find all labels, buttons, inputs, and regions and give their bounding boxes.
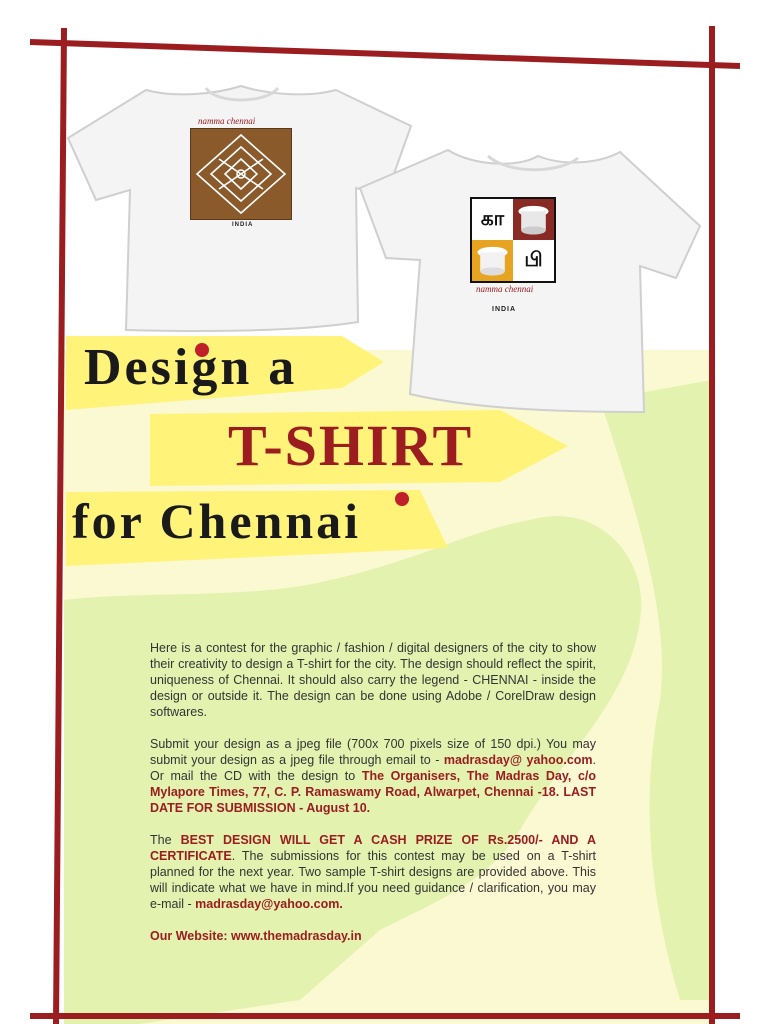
kaapi-glyph-pi: பி	[513, 240, 554, 281]
paragraph-prize	[150, 832, 596, 912]
submission-text: Submit your design as a jpeg file (700x 700 pixels size of 150 dpi.) You may submit your design as a jpeg file through email to -	[150, 737, 596, 767]
red-dot-2	[395, 492, 409, 506]
contact-email-link[interactable]: madrasday@yahoo.com.	[195, 897, 343, 911]
frame-left	[56, 28, 64, 1024]
website-link[interactable]: Our Website: www.themadrasday.in	[150, 929, 362, 943]
paragraph-intro: Here is a contest for the graphic / fashion / digital designers of the city to show their creativity to design a T-shirt for the city. The design should reflect the spirit, uniqueness of Chennai. It should also carry the legend - CHENNAI - inside the design or outside it. The design can be done using Adobe / CorelDraw design softwares.	[150, 641, 596, 719]
headline-line-3: for Chennai	[72, 493, 362, 549]
contest-description	[150, 640, 596, 960]
filter-coffee-icon-bottom	[472, 240, 513, 281]
tshirt-right-brand: namma chennai	[476, 284, 534, 294]
filter-coffee-icon-top	[513, 199, 554, 240]
headline-line-2: T-SHIRT	[228, 413, 474, 478]
frame-top	[30, 42, 740, 66]
paragraph-submission	[150, 736, 596, 816]
mailing-address: The Organisers, The Madras Day, c/o Mylapore Times, 77, C. P. Ramaswamy Road, Alwarpet, Chennai -18. LAST DATE FOR SUBMISSION - August 10.	[150, 769, 597, 815]
prize-text: The	[150, 833, 181, 847]
headline-line-1: Design a	[84, 339, 298, 396]
submission-text-2: . Or mail the CD with the design to	[150, 753, 597, 783]
kaapi-glyph-ka: கா	[472, 199, 513, 240]
kaapi-motif	[470, 197, 556, 283]
kolam-pattern-icon	[190, 128, 292, 220]
prize-highlight: BEST DESIGN WILL GET A CASH PRIZE OF Rs.2500/- AND A CERTIFICATE	[150, 833, 596, 863]
tshirt-left-brand: namma chennai	[198, 116, 256, 126]
tshirt-sample-kaapi	[358, 142, 704, 418]
prize-text-2: . The submissions for this contest may be used on a T-shirt planned for the next year. Two sample T-shirt designs are provided above. This will indicate what we have in mind.If you need guidance / clarification, you may e-mail -	[150, 849, 596, 911]
tshirt-left-country: INDIA	[232, 222, 254, 228]
submission-email-link[interactable]: madrasday@ yahoo.com	[443, 753, 593, 767]
tshirt-right-country: INDIA	[492, 306, 517, 313]
